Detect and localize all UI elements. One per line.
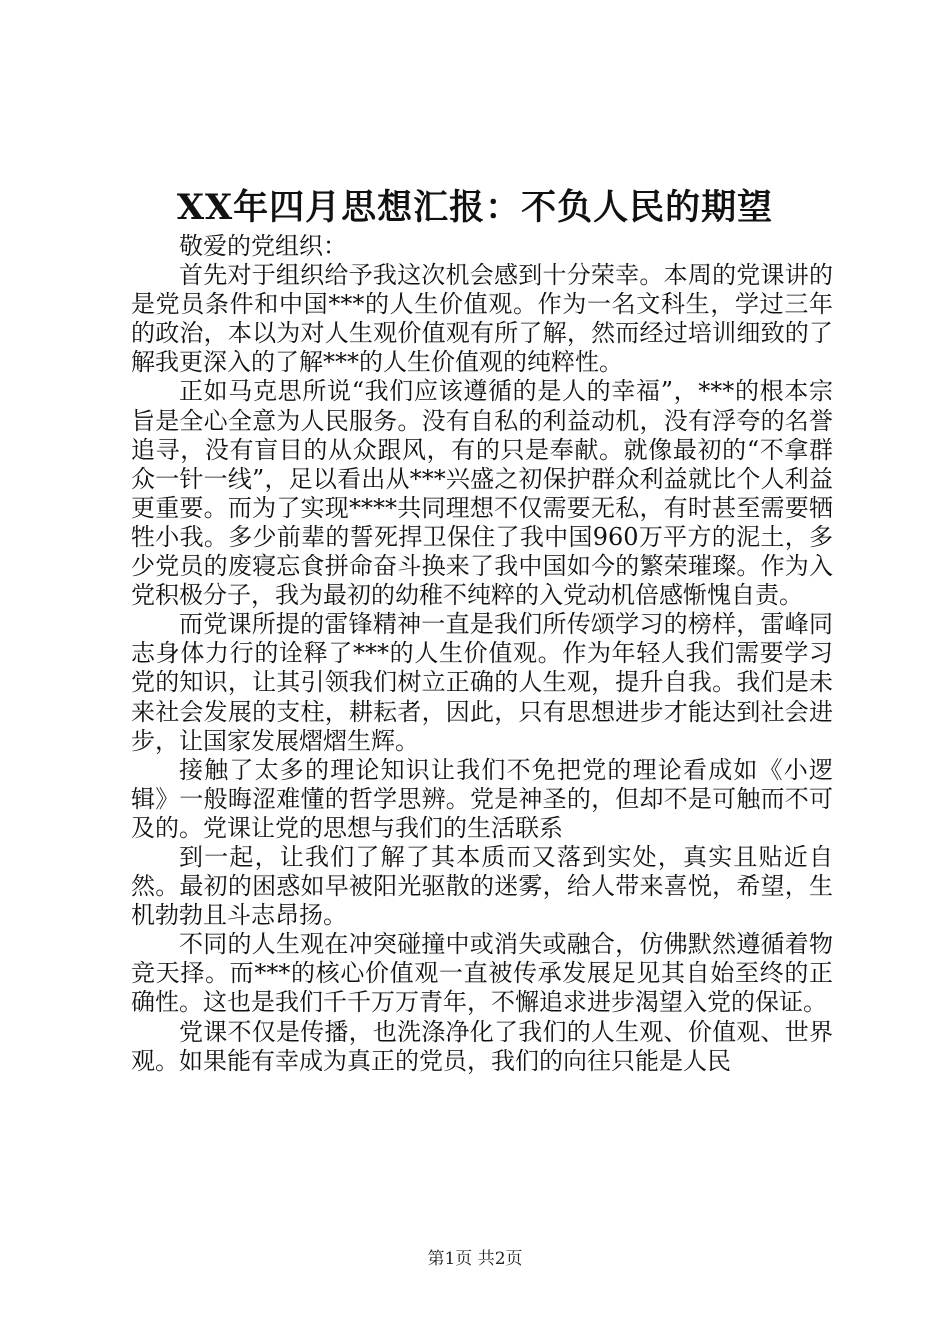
paragraph: 正如马克思所说“我们应该遵循的是人的幸福”，***的根本宗旨是全心全意为人民服务。没有自私的利益动机，没有浮夸的名誉追寻，没有盲目的从众跟风，有的只是奉献。就像最初的“不拿群众一针一线”，足以看出从***兴盛之初保护群众利益就比个人利益更重要。而为了实现****共同理想不仅需要无私，有时甚至需要牺牲小我。多少前辈的誓死捍卫保住了我中国960万平方的泥土，多少党员的废寝忘食拼命奋斗换来了我中国如今的繁荣璀璨。作为入党积极分子，我为最初的幼稚不纯粹的入党动机倍感惭愧自责。 [131, 377, 833, 610]
document-body [131, 232, 833, 1076]
paragraph: 党课不仅是传播，也洗涤净化了我们的人生观、价值观、世界观。如果能有幸成为真正的党员，我们的向往只能是人民 [131, 1017, 833, 1075]
page-number: 第1页 共2页 [427, 1249, 523, 1269]
paragraph: 首先对于组织给予我这次机会感到十分荣幸。本周的党课讲的是党员条件和中国***的人生价值观。作为一名文科生，学过三年的政治，本以为对人生观价值观有所了解，然而经过培训细致的了解我更深入的了解***的人生价值观的纯粹性。 [131, 261, 833, 377]
document-title: XX年四月思想汇报：不负人民的期望 [176, 187, 774, 228]
paragraph: 接触了太多的理论知识让我们不免把党的理论看成如《小逻辑》一般晦涩难懂的哲学思辨。党是神圣的，但却不是可触而不可及的。党课让党的思想与我们的生活联系 [131, 755, 833, 842]
paragraph: 而党课所提的雷锋精神一直是我们所传颂学习的榜样，雷峰同志身体力行的诠释了***的人生价值观。作为年轻人我们需要学习党的知识，让其引领我们树立正确的人生观，提升自我。我们是未来社会发展的支柱，耕耘者，因此，只有思想进步才能达到社会进步，让国家发展熠熠生辉。 [131, 610, 833, 755]
paragraph: 到一起，让我们了解了其本质而又落到实处，真实且贴近自然。最初的困惑如早被阳光驱散的迷雾，给人带来喜悦，希望，生机勃勃且斗志昂扬。 [131, 842, 833, 930]
salutation: 敬爱的党组织： [179, 232, 347, 260]
paragraph: 不同的人生观在冲突碰撞中或消失或融合，仿佛默然遵循着物竞天择。而***的核心价值观一直被传承发展足见其自始至终的正确性。这也是我们千千万万青年，不懈追求进步渴望入党的保证。 [131, 930, 833, 1017]
